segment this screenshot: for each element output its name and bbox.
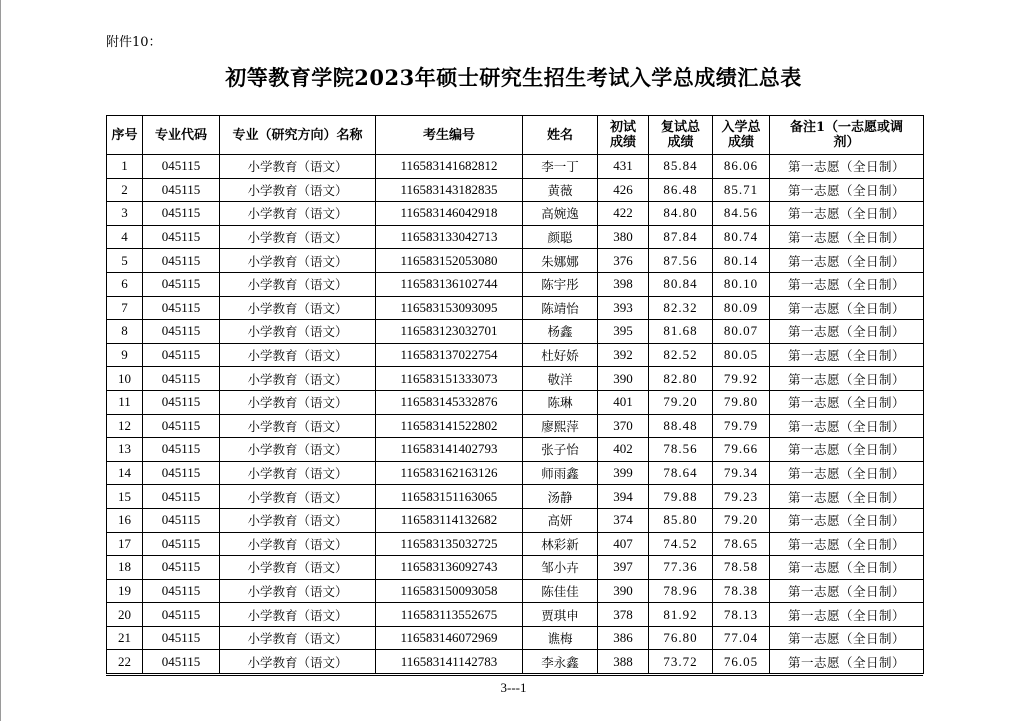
page-number: 3---1 [500,680,527,695]
cell-exam-no: 116583141142783 [376,650,523,674]
header-major-code: 专业代码 [143,116,220,155]
cell-note: 第一志愿（全日制） [770,414,924,438]
cell-total-score: 77.04 [713,626,770,650]
cell-seq: 14 [107,461,143,485]
cell-seq: 3 [107,202,143,226]
cell-exam-no: 116583114132682 [376,508,523,532]
cell-note: 第一志愿（全日制） [770,272,924,296]
cell-major-name: 小学教育（语文） [220,532,376,556]
cell-seq: 16 [107,508,143,532]
cell-note: 第一志愿（全日制） [770,320,924,344]
cell-note: 第一志愿（全日制） [770,626,924,650]
table-row [107,414,924,438]
cell-initial-score: 399 [598,461,649,485]
table-row [107,202,924,226]
cell-total-score: 79.79 [713,414,770,438]
score-table [106,115,924,674]
table-row [107,320,924,344]
cell-total-score: 79.80 [713,390,770,414]
cell-major-code: 045115 [143,202,220,226]
cell-retest-score: 78.64 [649,461,713,485]
cell-total-score: 78.65 [713,532,770,556]
header-major-name: 专业（研究方向）名称 [220,116,376,155]
cell-total-score: 84.56 [713,202,770,226]
cell-retest-score: 88.48 [649,414,713,438]
cell-total-score: 79.23 [713,485,770,509]
cell-major-code: 045115 [143,532,220,556]
cell-major-code: 045115 [143,485,220,509]
cell-note: 第一志愿（全日制） [770,508,924,532]
table-row [107,650,924,674]
cell-name: 李一丁 [523,155,598,179]
cell-note: 第一志愿（全日制） [770,485,924,509]
cell-exam-no: 116583136102744 [376,272,523,296]
cell-name: 黄薇 [523,178,598,202]
cell-retest-score: 76.80 [649,626,713,650]
cell-total-score: 78.58 [713,556,770,580]
cell-retest-score: 87.56 [649,249,713,273]
table-row [107,390,924,414]
cell-major-name: 小学教育（语文） [220,438,376,462]
table-row [107,178,924,202]
cell-major-name: 小学教育（语文） [220,579,376,603]
table-row [107,532,924,556]
cell-name: 敬洋 [523,367,598,391]
table-body [107,155,924,674]
cell-initial-score: 390 [598,579,649,603]
cell-initial-score: 390 [598,367,649,391]
table-row [107,485,924,509]
cell-exam-no: 116583150093058 [376,579,523,603]
cell-note: 第一志愿（全日制） [770,461,924,485]
cell-name: 杜好娇 [523,343,598,367]
cell-total-score: 79.20 [713,508,770,532]
cell-major-code: 045115 [143,155,220,179]
cell-retest-score: 85.84 [649,155,713,179]
cell-seq: 18 [107,556,143,580]
cell-initial-score: 380 [598,225,649,249]
cell-major-code: 045115 [143,508,220,532]
cell-seq: 13 [107,438,143,462]
cell-retest-score: 81.68 [649,320,713,344]
table-row [107,249,924,273]
cell-initial-score: 392 [598,343,649,367]
cell-major-code: 045115 [143,390,220,414]
cell-total-score: 79.92 [713,367,770,391]
cell-name: 谯梅 [523,626,598,650]
cell-major-code: 045115 [143,178,220,202]
cell-seq: 15 [107,485,143,509]
cell-name: 李永鑫 [523,650,598,674]
cell-retest-score: 86.48 [649,178,713,202]
cell-major-name: 小学教育（语文） [220,343,376,367]
cell-exam-no: 116583141682812 [376,155,523,179]
cell-retest-score: 79.88 [649,485,713,509]
cell-total-score: 78.13 [713,603,770,627]
cell-note: 第一志愿（全日制） [770,155,924,179]
cell-exam-no: 116583141522802 [376,414,523,438]
cell-seq: 21 [107,626,143,650]
cell-total-score: 85.71 [713,178,770,202]
cell-major-name: 小学教育（语文） [220,249,376,273]
cell-note: 第一志愿（全日制） [770,225,924,249]
cell-total-score: 80.10 [713,272,770,296]
table-row [107,343,924,367]
cell-name: 汤静 [523,485,598,509]
table-row [107,626,924,650]
cell-major-name: 小学教育（语文） [220,508,376,532]
cell-total-score: 79.66 [713,438,770,462]
cell-initial-score: 395 [598,320,649,344]
cell-retest-score: 85.80 [649,508,713,532]
cell-name: 陈佳佳 [523,579,598,603]
footer-rule [106,675,923,676]
cell-note: 第一志愿（全日制） [770,556,924,580]
table-row [107,155,924,179]
cell-name: 陈靖怡 [523,296,598,320]
cell-exam-no: 116583143182835 [376,178,523,202]
cell-major-name: 小学教育（语文） [220,603,376,627]
cell-retest-score: 84.80 [649,202,713,226]
cell-seq: 10 [107,367,143,391]
cell-name: 颜聪 [523,225,598,249]
cell-seq: 19 [107,579,143,603]
cell-major-code: 045115 [143,461,220,485]
cell-major-code: 045115 [143,579,220,603]
cell-exam-no: 116583146042918 [376,202,523,226]
cell-exam-no: 116583162163126 [376,461,523,485]
cell-name: 高妍 [523,508,598,532]
cell-initial-score: 394 [598,485,649,509]
cell-seq: 9 [107,343,143,367]
cell-total-score: 79.34 [713,461,770,485]
header-name: 姓名 [523,116,598,155]
cell-seq: 11 [107,390,143,414]
header-exam-no: 考生编号 [376,116,523,155]
cell-initial-score: 426 [598,178,649,202]
table-row [107,508,924,532]
cell-retest-score: 74.52 [649,532,713,556]
cell-initial-score: 376 [598,249,649,273]
cell-major-code: 045115 [143,296,220,320]
cell-major-name: 小学教育（语文） [220,272,376,296]
cell-major-code: 045115 [143,603,220,627]
cell-retest-score: 81.92 [649,603,713,627]
cell-major-code: 045115 [143,343,220,367]
cell-initial-score: 378 [598,603,649,627]
cell-retest-score: 73.72 [649,650,713,674]
cell-major-code: 045115 [143,249,220,273]
cell-major-code: 045115 [143,225,220,249]
cell-initial-score: 370 [598,414,649,438]
cell-seq: 6 [107,272,143,296]
cell-major-code: 045115 [143,438,220,462]
cell-note: 第一志愿（全日制） [770,532,924,556]
cell-major-name: 小学教育（语文） [220,225,376,249]
cell-initial-score: 422 [598,202,649,226]
cell-seq: 8 [107,320,143,344]
cell-exam-no: 116583145332876 [376,390,523,414]
cell-total-score: 80.14 [713,249,770,273]
table-row [107,296,924,320]
cell-exam-no: 116583151333073 [376,367,523,391]
table-header-row [107,116,924,155]
cell-retest-score: 78.56 [649,438,713,462]
cell-exam-no: 116583141402793 [376,438,523,462]
cell-major-name: 小学教育（语文） [220,202,376,226]
cell-note: 第一志愿（全日制） [770,438,924,462]
cell-name: 邹小卉 [523,556,598,580]
table-row [107,272,924,296]
page-edge [0,0,1,721]
cell-total-score: 76.05 [713,650,770,674]
cell-major-code: 045115 [143,272,220,296]
cell-major-name: 小学教育（语文） [220,556,376,580]
table-row [107,438,924,462]
table-row [107,579,924,603]
cell-exam-no: 116583136092743 [376,556,523,580]
cell-exam-no: 116583113552675 [376,603,523,627]
cell-retest-score: 82.32 [649,296,713,320]
cell-exam-no: 116583146072969 [376,626,523,650]
cell-initial-score: 388 [598,650,649,674]
cell-major-name: 小学教育（语文） [220,461,376,485]
cell-exam-no: 116583133042713 [376,225,523,249]
cell-name: 朱娜娜 [523,249,598,273]
cell-major-code: 045115 [143,320,220,344]
attachment-label: 附件10： [106,35,162,50]
cell-exam-no: 116583123032701 [376,320,523,344]
cell-major-name: 小学教育（语文） [220,390,376,414]
cell-name: 杨鑫 [523,320,598,344]
document-title: 初等教育学院2023年硕士研究生招生考试入学总成绩汇总表 [225,65,802,90]
cell-name: 师雨鑫 [523,461,598,485]
cell-initial-score: 431 [598,155,649,179]
cell-retest-score: 87.84 [649,225,713,249]
cell-note: 第一志愿（全日制） [770,390,924,414]
cell-major-name: 小学教育（语文） [220,296,376,320]
header-total-score: 入学总成绩 [713,116,770,155]
cell-major-code: 045115 [143,626,220,650]
cell-name: 廖熙萍 [523,414,598,438]
cell-note: 第一志愿（全日制） [770,650,924,674]
cell-note: 第一志愿（全日制） [770,296,924,320]
header-note: 备注1（一志愿或调剂） [770,116,924,155]
cell-note: 第一志愿（全日制） [770,178,924,202]
cell-total-score: 80.07 [713,320,770,344]
cell-total-score: 86.06 [713,155,770,179]
cell-seq: 1 [107,155,143,179]
cell-retest-score: 77.36 [649,556,713,580]
cell-exam-no: 116583135032725 [376,532,523,556]
cell-exam-no: 116583153093095 [376,296,523,320]
cell-name: 陈宇彤 [523,272,598,296]
cell-seq: 17 [107,532,143,556]
cell-exam-no: 116583151163065 [376,485,523,509]
table-row [107,603,924,627]
cell-total-score: 80.74 [713,225,770,249]
cell-seq: 20 [107,603,143,627]
header-seq: 序号 [107,116,143,155]
cell-note: 第一志愿（全日制） [770,249,924,273]
cell-major-name: 小学教育（语文） [220,155,376,179]
cell-total-score: 80.09 [713,296,770,320]
table-row [107,461,924,485]
cell-major-name: 小学教育（语文） [220,178,376,202]
cell-initial-score: 402 [598,438,649,462]
cell-note: 第一志愿（全日制） [770,202,924,226]
cell-exam-no: 116583152053080 [376,249,523,273]
cell-total-score: 78.38 [713,579,770,603]
cell-major-name: 小学教育（语文） [220,485,376,509]
cell-note: 第一志愿（全日制） [770,603,924,627]
cell-major-code: 045115 [143,367,220,391]
cell-note: 第一志愿（全日制） [770,343,924,367]
cell-major-code: 045115 [143,414,220,438]
cell-major-name: 小学教育（语文） [220,367,376,391]
cell-initial-score: 401 [598,390,649,414]
cell-note: 第一志愿（全日制） [770,579,924,603]
table-row [107,225,924,249]
header-initial-score: 初试成绩 [598,116,649,155]
cell-seq: 2 [107,178,143,202]
cell-seq: 5 [107,249,143,273]
cell-name: 高婉逸 [523,202,598,226]
table-row [107,556,924,580]
header-retest-score: 复试总成绩 [649,116,713,155]
cell-name: 陈琳 [523,390,598,414]
cell-retest-score: 78.96 [649,579,713,603]
cell-retest-score: 79.20 [649,390,713,414]
cell-name: 林彩新 [523,532,598,556]
cell-major-name: 小学教育（语文） [220,320,376,344]
cell-initial-score: 374 [598,508,649,532]
cell-seq: 4 [107,225,143,249]
cell-note: 第一志愿（全日制） [770,367,924,391]
cell-major-name: 小学教育（语文） [220,414,376,438]
cell-major-name: 小学教育（语文） [220,626,376,650]
cell-retest-score: 82.52 [649,343,713,367]
cell-exam-no: 116583137022754 [376,343,523,367]
cell-initial-score: 398 [598,272,649,296]
cell-initial-score: 386 [598,626,649,650]
cell-retest-score: 82.80 [649,367,713,391]
cell-seq: 12 [107,414,143,438]
cell-initial-score: 397 [598,556,649,580]
table-row [107,367,924,391]
cell-major-code: 045115 [143,650,220,674]
cell-retest-score: 80.84 [649,272,713,296]
cell-major-name: 小学教育（语文） [220,650,376,674]
cell-initial-score: 407 [598,532,649,556]
cell-name: 张子怡 [523,438,598,462]
cell-total-score: 80.05 [713,343,770,367]
cell-major-code: 045115 [143,556,220,580]
cell-name: 贾琪申 [523,603,598,627]
cell-seq: 7 [107,296,143,320]
cell-initial-score: 393 [598,296,649,320]
cell-seq: 22 [107,650,143,674]
